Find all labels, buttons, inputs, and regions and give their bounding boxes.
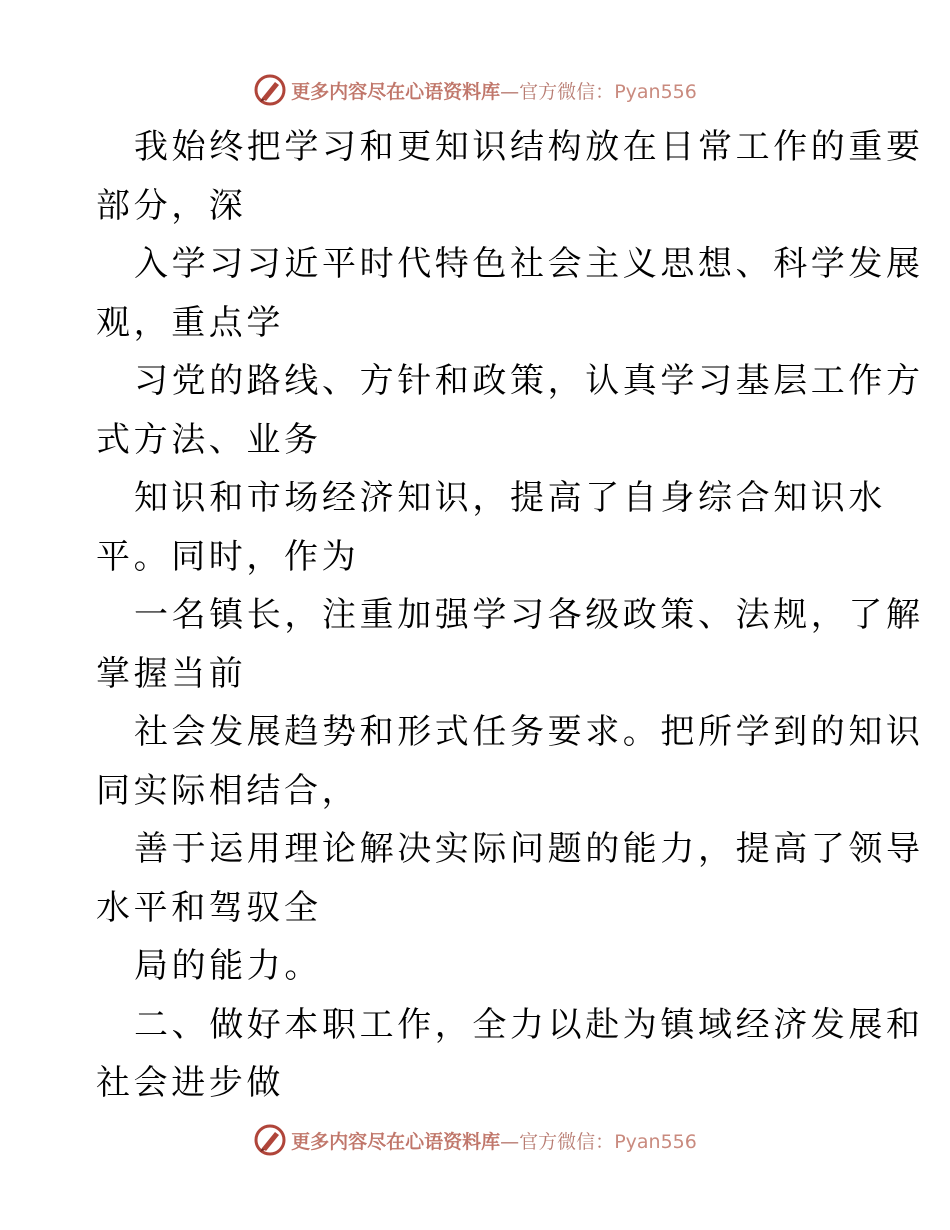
text-line: 局的能力。 — [134, 946, 322, 986]
watermark-text — [291, 1127, 697, 1154]
watermark-id: Pyan556 — [614, 1130, 697, 1153]
text-line: 式方法、业务 — [96, 419, 322, 460]
pen-logo-icon — [253, 73, 287, 107]
text-line: 入学习习近平时代特色社会主义思想、科学发展 — [134, 244, 924, 284]
watermark-main: 更多内容尽在心语资料库 — [291, 1130, 501, 1153]
document-body — [96, 118, 924, 1113]
text-line: 我始终把学习和更知识结构放在日常工作的重要 — [134, 127, 924, 167]
text-line: 一名镇长，注重加强学习各级政策、法规，了解 — [134, 595, 924, 635]
watermark-main: 更多内容尽在心语资料库 — [291, 80, 501, 103]
text-line: 观，重点学 — [96, 302, 284, 343]
footer-watermark — [0, 1120, 950, 1160]
text-line: 社会进步做 — [96, 1063, 284, 1103]
watermark-text — [291, 77, 697, 104]
text-line: 掌握当前 — [96, 653, 247, 694]
text-line: 习党的路线、方针和政策，认真学习基层工作方 — [134, 361, 924, 401]
text-line: 善于运用理论解决实际问题的能力，提高了领导 — [134, 829, 924, 869]
text-line: 水平和驾驭全 — [96, 887, 322, 928]
watermark-separator: —官方微信： — [500, 1130, 615, 1153]
text-line: 二、做好本职工作，全力以赴为镇域经济发展和 — [134, 1004, 924, 1045]
watermark-id: Pyan556 — [614, 80, 697, 103]
header-watermark — [0, 70, 950, 110]
pen-logo-icon — [253, 1123, 287, 1157]
text-line: 同实际相结合， — [96, 770, 360, 811]
text-line: 知识和市场经济知识，提高了自身综合知识水 — [134, 478, 886, 518]
text-line: 社会发展趋势和形式任务要求。把所学到的知识 — [134, 712, 924, 752]
text-line: 平。同时，作为 — [96, 536, 360, 577]
watermark-separator: —官方微信： — [500, 80, 615, 103]
text-line: 部分，深 — [96, 185, 247, 226]
